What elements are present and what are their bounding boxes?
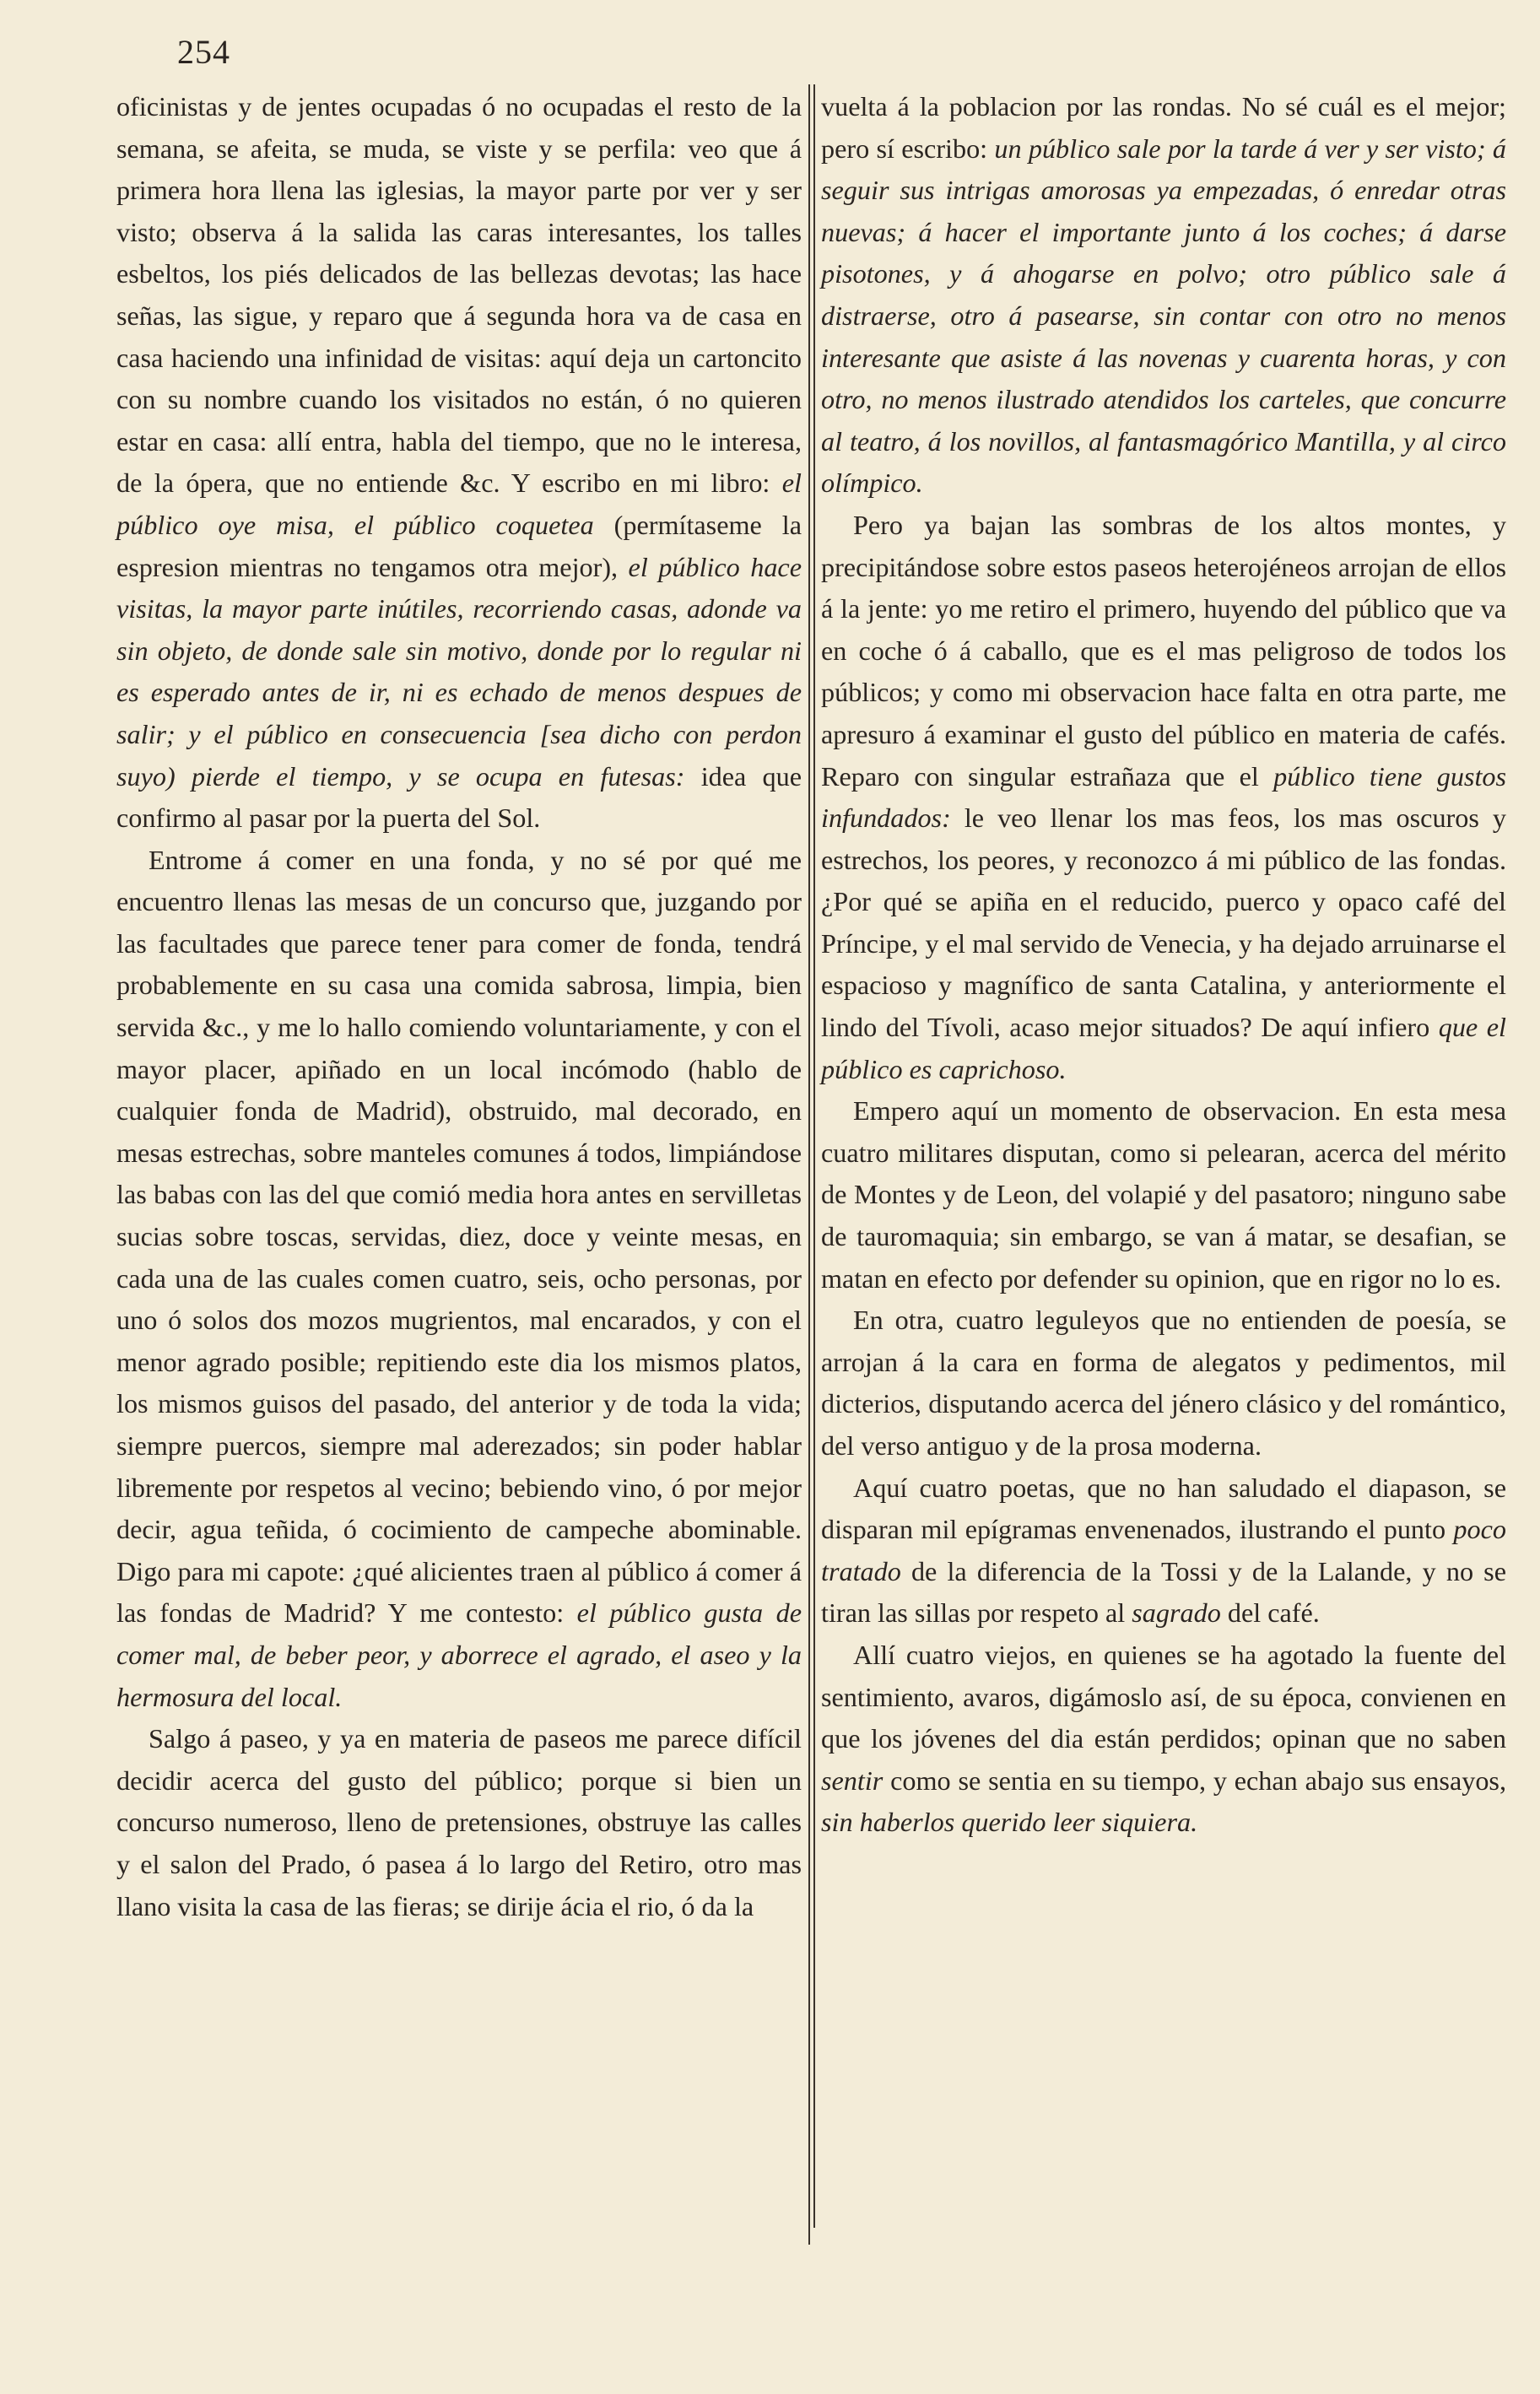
italic-text-segment: el público hace visitas, la mayor parte inútiles, recorriendo casas, adonde va sin objeto, de donde sale sin motivo, donde por lo regular ni es esperado antes de ir, ni es echado de menos despues de salir; y el público en consecuencia [sea dicho con perdon suyo) pierde el tiempo, y se ocupa en futesas: — [116, 551, 802, 792]
column-divider-rule — [813, 84, 815, 2228]
italic-text-segment: sin haberlos querido leer siquiera. — [821, 1807, 1198, 1838]
text-segment: idea que confirmo al pasar por la puerta del Sol. — [116, 760, 802, 834]
paragraph — [821, 1635, 1506, 1844]
column-divider-rule — [808, 84, 810, 2245]
page-number: 254 — [177, 33, 230, 71]
italic-text-segment: sentir — [821, 1764, 883, 1796]
right-text-column — [821, 86, 1506, 1844]
paragraph — [116, 840, 802, 1718]
paragraph — [821, 1467, 1506, 1635]
text-segment: del café. — [1220, 1597, 1320, 1629]
text-segment: le veo llenar los mas feos, los mas oscuros y estrechos, los peores, y reconozco á mi público de las fondas. ¿Por qué se apiña en el reducido, puerco y opaco café del Príncipe, y el mal servido de Venecia, y ha dejado arruinarse el espacioso y magnífico de santa Catalina, y anteriormente el lindo del Tívoli, acaso mejor situados? De aquí infiero — [821, 803, 1506, 1043]
paragraph — [821, 505, 1506, 1090]
text-segment: Empero aquí un momento de observacion. En esta mesa cuatro militares disputan, como si pelearan, acerca del mérito de Montes y de Leon, del volapié y del pasatoro; ninguno sabe de tauromaquia; sin embargo, se van á matar, se desafian, se matan en efecto por defender su opinion, que en rigor no lo es. — [821, 1095, 1506, 1294]
text-segment: Pero ya bajan las sombras de los altos montes, y precipitándose sobre estos paseos heterojéneos arrojan de ellos á la jente: yo me retiro el primero, huyendo del público que va en coche ó á caballo, que es el mas peligroso de todos los públicos; y como mi observacion hace falta en otra parte, me apresuro á examinar el gusto del público en materia de cafés. Reparo con singular estrañaza que el — [821, 509, 1506, 792]
text-segment: como se sentia en su tiempo, y echan abajo sus ensayos, — [883, 1764, 1506, 1796]
text-segment: Allí cuatro viejos, en quienes se ha agotado la fuente del sentimiento, avaros, digámoslo así, de su época, convienen en que los jóvenes del dia están perdidos; opinan que no saben — [821, 1639, 1506, 1754]
text-segment: Salgo á paseo, y ya en materia de paseos me parece difícil decidir acerca del gusto del público; porque si bien un concurso numeroso, lleno de pretensiones, obstruye las calles y el salon del Prado, ó pasea á lo largo del Retiro, otro mas llano visita la casa de las fieras; se dirije ácia el rio, ó da la — [116, 1723, 802, 1921]
text-segment: En otra, cuatro leguleyos que no entienden de poesía, se arrojan á la cara en forma de alegatos y pedimentos, mil dicterios, disputando acerca del jénero clásico y del romántico, del verso antiguo y de la prosa moderna. — [821, 1305, 1506, 1461]
text-segment: oficinistas y de jentes ocupadas ó no ocupadas el resto de la semana, se afeita, se muda, se viste y se perfila: veo que á primera hora llena las iglesias, la mayor parte por ver y ser visto; observa á la salida las caras interesantes, los talles esbeltos, los piés delicados de las bellezas devotas; las hace señas, las sigue, y reparo que á segunda hora va de casa en casa haciendo una infinidad de visitas: aquí deja un cartoncito con su nombre cuando los visitados no están, ó no quieren estar en casa: allí entra, habla del tiempo, que no le interesa, de la ópera, que no entiende &c. Y escribo en mi libro: — [116, 91, 802, 499]
italic-text-segment: público tiene gustos infundados: — [821, 760, 1507, 834]
text-segment: vuelta á la poblacion por las rondas. No sé cuál es el mejor; pero sí escribo: — [821, 91, 1506, 164]
italic-text-segment: el público oye misa, el público coquetea — [116, 467, 802, 540]
text-segment: de la diferencia de la Tossi y de la Lalande, y no se tiran las sillas por respeto al — [821, 1555, 1506, 1629]
paragraph — [116, 86, 802, 840]
italic-text-segment: el público gusta de comer mal, de beber peor, y aborrece el agrado, el aseo y la hermosura del local. — [116, 1597, 802, 1712]
text-segment: Entrome á comer en una fonda, y no sé por qué me encuentro llenas las mesas de un concurso que, juzgando por las facultades que parece tener para comer de fonda, tendrá probablemente en su casa una comida sabrosa, limpia, bien servida &c., y me lo hallo comiendo voluntariamente, y con el mayor placer, apiñado en un local incómodo (hablo de cualquier fonda de Madrid), obstruido, mal decorado, en mesas estrechas, sobre manteles comunes á todos, limpiándose las babas con las del que comió media hora antes en servilletas sucias sobre toscas, servidas, diez, doce y veinte mesas, en cada una de las cuales comen cuatro, seis, ocho personas, por uno ó solos dos mozos mugrientos, mal encarados, y con el menor agrado posible; repitiendo este dia los mismos platos, los mismos guisos del pasado, del anterior y de toda la vida; siempre puercos, siempre mal aderezados; sin poder hablar libremente por respetos al vecino; bebiendo vino, ó por mejor decir, agua teñida, ó cocimiento de campeche abominable. Digo para mi capote: ¿qué alicientes traen al público á comer á las fondas de Madrid? Y me contesto: — [116, 844, 802, 1629]
paragraph — [116, 1718, 802, 1927]
italic-text-segment: un público sale por la tarde á ver y ser visto; á seguir sus intrigas amorosas ya empezadas, ó enredar otras nuevas; á hacer el importante junto á los coches; á darse pisotones, y á ahogarse en polvo; otro público sale á distraerse, otro á pasearse, sin contar con otro no menos interesante que asiste á las novenas y cuarenta horas, y con otro, no menos ilustrado atendidos los carteles, que concurre al teatro, á los novillos, al fantasmagórico Mantilla, y al circo olímpico. — [821, 132, 1506, 499]
text-segment: Aquí cuatro poetas, que no han saludado el diapason, se disparan mil epígramas envenenados, ilustrando el punto — [821, 1472, 1506, 1545]
text-segment: (permítaseme la espresion mientras no tengamos otra mejor), — [116, 509, 802, 582]
paragraph — [821, 1300, 1506, 1467]
paragraph — [821, 86, 1506, 505]
left-text-column — [116, 86, 802, 1927]
paragraph — [821, 1090, 1506, 1300]
italic-text-segment: poco tratado — [821, 1514, 1506, 1586]
italic-text-segment: que el público es caprichoso. — [821, 1012, 1506, 1084]
italic-text-segment: sagrado — [1132, 1597, 1221, 1629]
